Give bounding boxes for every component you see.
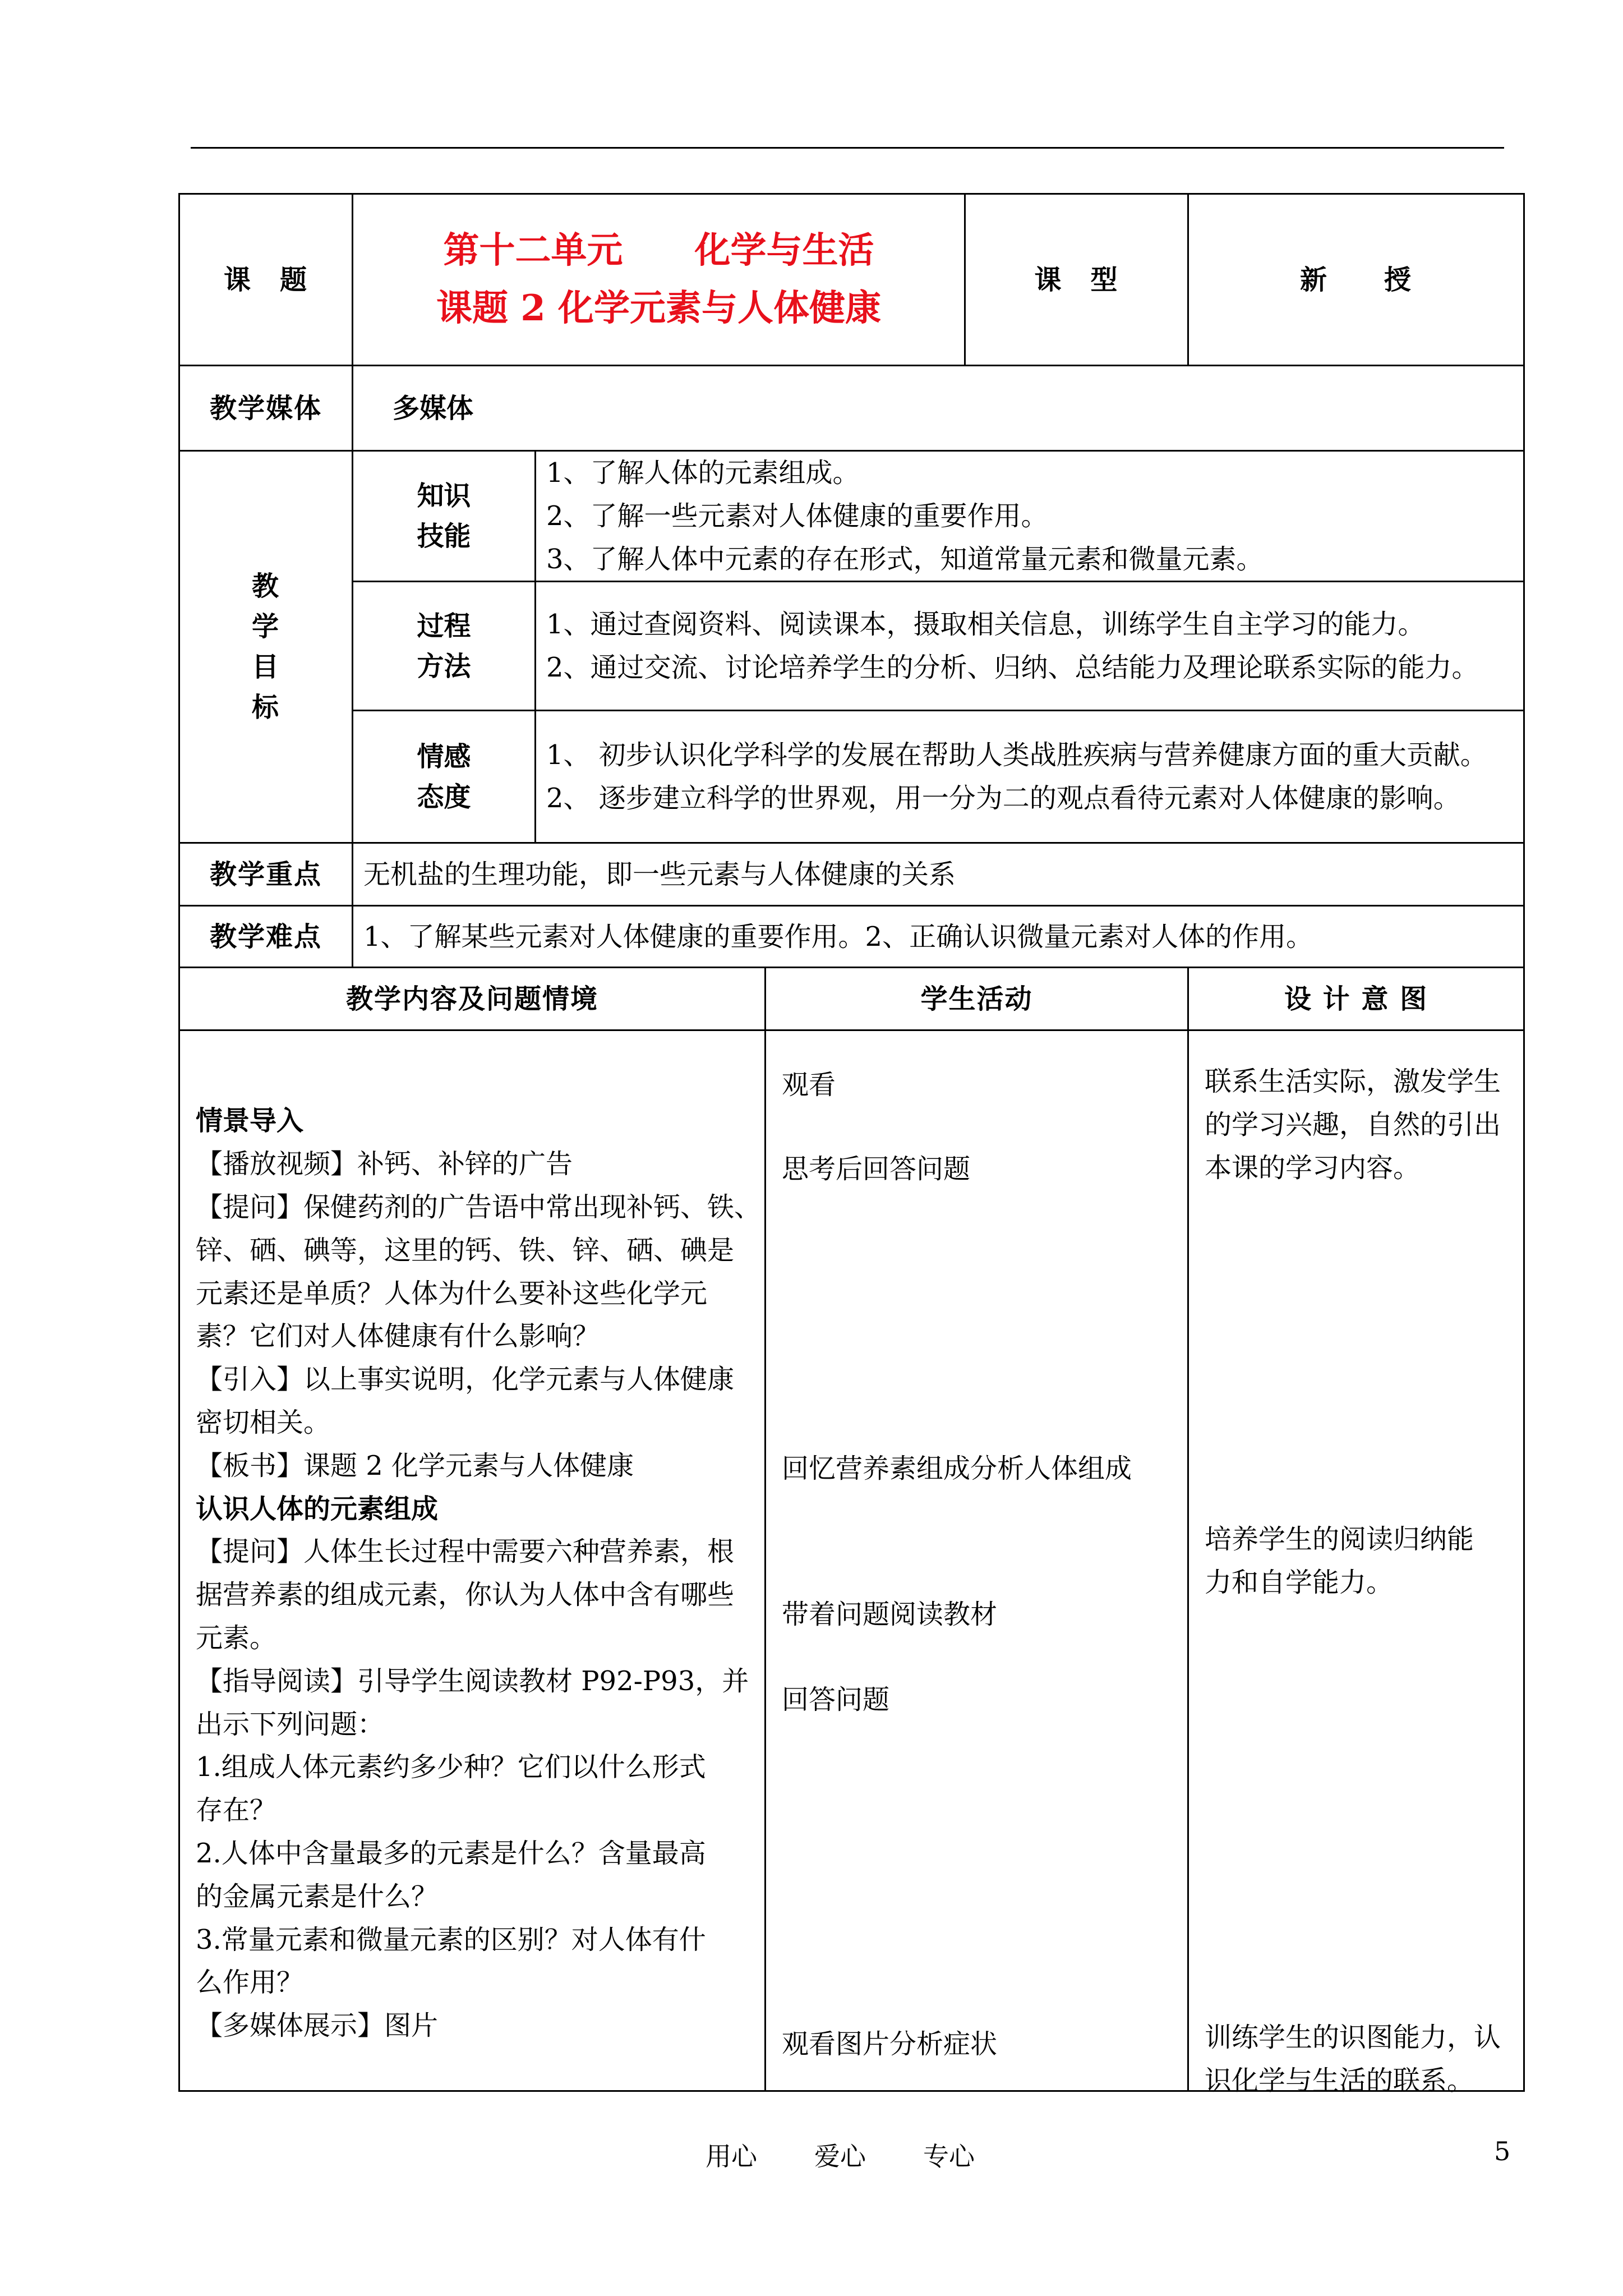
- process-items: [536, 582, 1524, 711]
- content-line: 的金属元素是什么？: [196, 1880, 439, 1912]
- key-point-label: 教学重点: [179, 843, 353, 906]
- content-column-header: 教学内容及问题情境: [179, 968, 766, 1030]
- content-line: 【板书】课题 2 化学元素与人体健康: [196, 1450, 634, 1481]
- column-header-row: [179, 968, 1524, 1030]
- difficulty-value: 1、了解某些元素对人体健康的重要作用。2、正确认识微量元素对人体的作用。: [353, 906, 1524, 968]
- intent-item: 训练学生的识图能力，认 识化学与生活的联系。: [1205, 2022, 1501, 2097]
- list-item: 2、 逐步建立科学的世界观，用一分为二的观点看待元素对人体健康的影响。: [546, 782, 1460, 814]
- list-item: 1、了解人体的元素组成。: [546, 457, 860, 489]
- footer-word: 用心: [706, 2141, 757, 2171]
- activity-item: 回答问题: [782, 1684, 890, 1716]
- objective-emotion-row: [179, 711, 1524, 843]
- content-line: 出示下列问题：: [196, 1708, 385, 1740]
- title-row: [179, 194, 1524, 366]
- lesson-plan-table: [178, 193, 1525, 2097]
- key-point-row: [179, 843, 1524, 906]
- footer-motto: [706, 2136, 975, 2173]
- activity-cell: [766, 1030, 1188, 2091]
- page-number: 5: [1494, 2136, 1511, 2166]
- type-label: 课 型: [965, 194, 1188, 366]
- topic-label: 课 题: [179, 194, 353, 366]
- content-line: 【提问】人体生长过程中需要六种营养素，根: [196, 1536, 735, 1568]
- activity-item: 观看: [782, 1069, 836, 1101]
- knowledge-items: [536, 451, 1524, 582]
- footer-word: 专心: [923, 2141, 975, 2171]
- emotion-label: 情感 态度: [353, 711, 536, 843]
- activity-item: 回忆营养素组成分析人体组成: [782, 1453, 1132, 1485]
- content-line: 元素还是单质？人体为什么要补这些化学元: [196, 1277, 708, 1309]
- intent-item: 联系生活实际，激发学生 的学习兴趣，自然的引出 本课的学习内容。: [1205, 1066, 1501, 1184]
- list-item: 1、 初步认识化学科学的发展在帮助人类战胜疾病与营养健康方面的重大贡献。: [546, 739, 1487, 771]
- content-text: [196, 1099, 762, 2047]
- intent-item: 培养学生的阅读归纳能 力和自学能力。: [1205, 1524, 1474, 1599]
- lesson-title: [353, 194, 965, 366]
- content-line: 元素。: [196, 1622, 277, 1654]
- activity-item: 带着问题阅读教材: [782, 1599, 998, 1631]
- activity-item: 思考后回答问题: [782, 1153, 971, 1185]
- content-line: 2.人体中含量最多的元素是什么？含量最高: [196, 1837, 706, 1869]
- objective-knowledge-row: [179, 451, 1524, 582]
- list-item: 2、了解一些元素对人体健康的重要作用。: [546, 500, 1048, 532]
- header-rule: [191, 147, 1504, 149]
- content-line: 【指导阅读】引导学生阅读教材 P92-P93，并: [196, 1665, 749, 1697]
- media-value: 多媒体: [353, 366, 1524, 451]
- emotion-items: [536, 711, 1524, 843]
- objective-process-row: [179, 582, 1524, 711]
- section-heading: 情景导入: [196, 1105, 304, 1137]
- content-line: 【引入】以上事实说明，化学元素与人体健康: [196, 1364, 735, 1396]
- content-line: 素？它们对人体健康有什么影响？: [196, 1320, 600, 1352]
- content-line: 【播放视频】补钙、补锌的广告: [196, 1148, 573, 1180]
- content-line: 据营养素的组成元素，你认为人体中含有哪些: [196, 1579, 735, 1611]
- content-line: 密切相关。: [196, 1406, 331, 1438]
- unit-title: 第十二单元 化学与生活: [443, 229, 874, 272]
- activity-item: 观看图片分析症状: [782, 2028, 998, 2060]
- content-line: 存在？: [196, 1795, 277, 1826]
- key-point-value: 无机盐的生理功能，即一些元素与人体健康的关系: [353, 843, 1524, 906]
- difficulty-label: 教学难点: [179, 906, 353, 968]
- section-heading: 认识人体的元素组成: [196, 1493, 439, 1525]
- media-label: 教学媒体: [179, 366, 353, 451]
- intent-column-header: 设 计 意 图: [1188, 968, 1524, 1030]
- intent-cell: [1188, 1030, 1524, 2097]
- content-line: 1.组成人体元素约多少种？它们以什么形式: [196, 1751, 706, 1783]
- content-cell: [179, 1030, 766, 2091]
- knowledge-label: 知识 技能: [353, 451, 536, 582]
- content-line: 么作用？: [196, 1967, 304, 1999]
- footer-word: 爱心: [814, 2141, 866, 2171]
- activity-column-header: 学生活动: [766, 968, 1188, 1030]
- difficulty-row: [179, 906, 1524, 968]
- content-line: 3.常量元素和微量元素的区别？对人体有什: [196, 1924, 706, 1955]
- content-line: 锌、硒、碘等，这里的钙、铁、锌、硒、碘是: [196, 1234, 735, 1266]
- content-line: 【多媒体展示】图片: [196, 2010, 439, 2042]
- content-row: [179, 1030, 1524, 2091]
- type-value: 新 授: [1188, 194, 1524, 366]
- process-label: 过程 方法: [353, 582, 536, 711]
- list-item: 3、了解人体中元素的存在形式，知道常量元素和微量元素。: [546, 543, 1264, 575]
- list-item: 1、通过查阅资料、阅读课本，摄取相关信息，训练学生自主学习的能力。: [546, 609, 1425, 641]
- content-line: 【提问】保健药剂的广告语中常出现补钙、铁、: [196, 1191, 762, 1223]
- objectives-label: 教 学 目 标: [179, 451, 353, 843]
- list-item: 2、通过交流、讨论培养学生的分析、归纳、总结能力及理论联系实际的能力。: [546, 651, 1479, 683]
- topic-title: 课题 2 化学元素与人体健康: [436, 287, 882, 329]
- media-row: [179, 366, 1524, 451]
